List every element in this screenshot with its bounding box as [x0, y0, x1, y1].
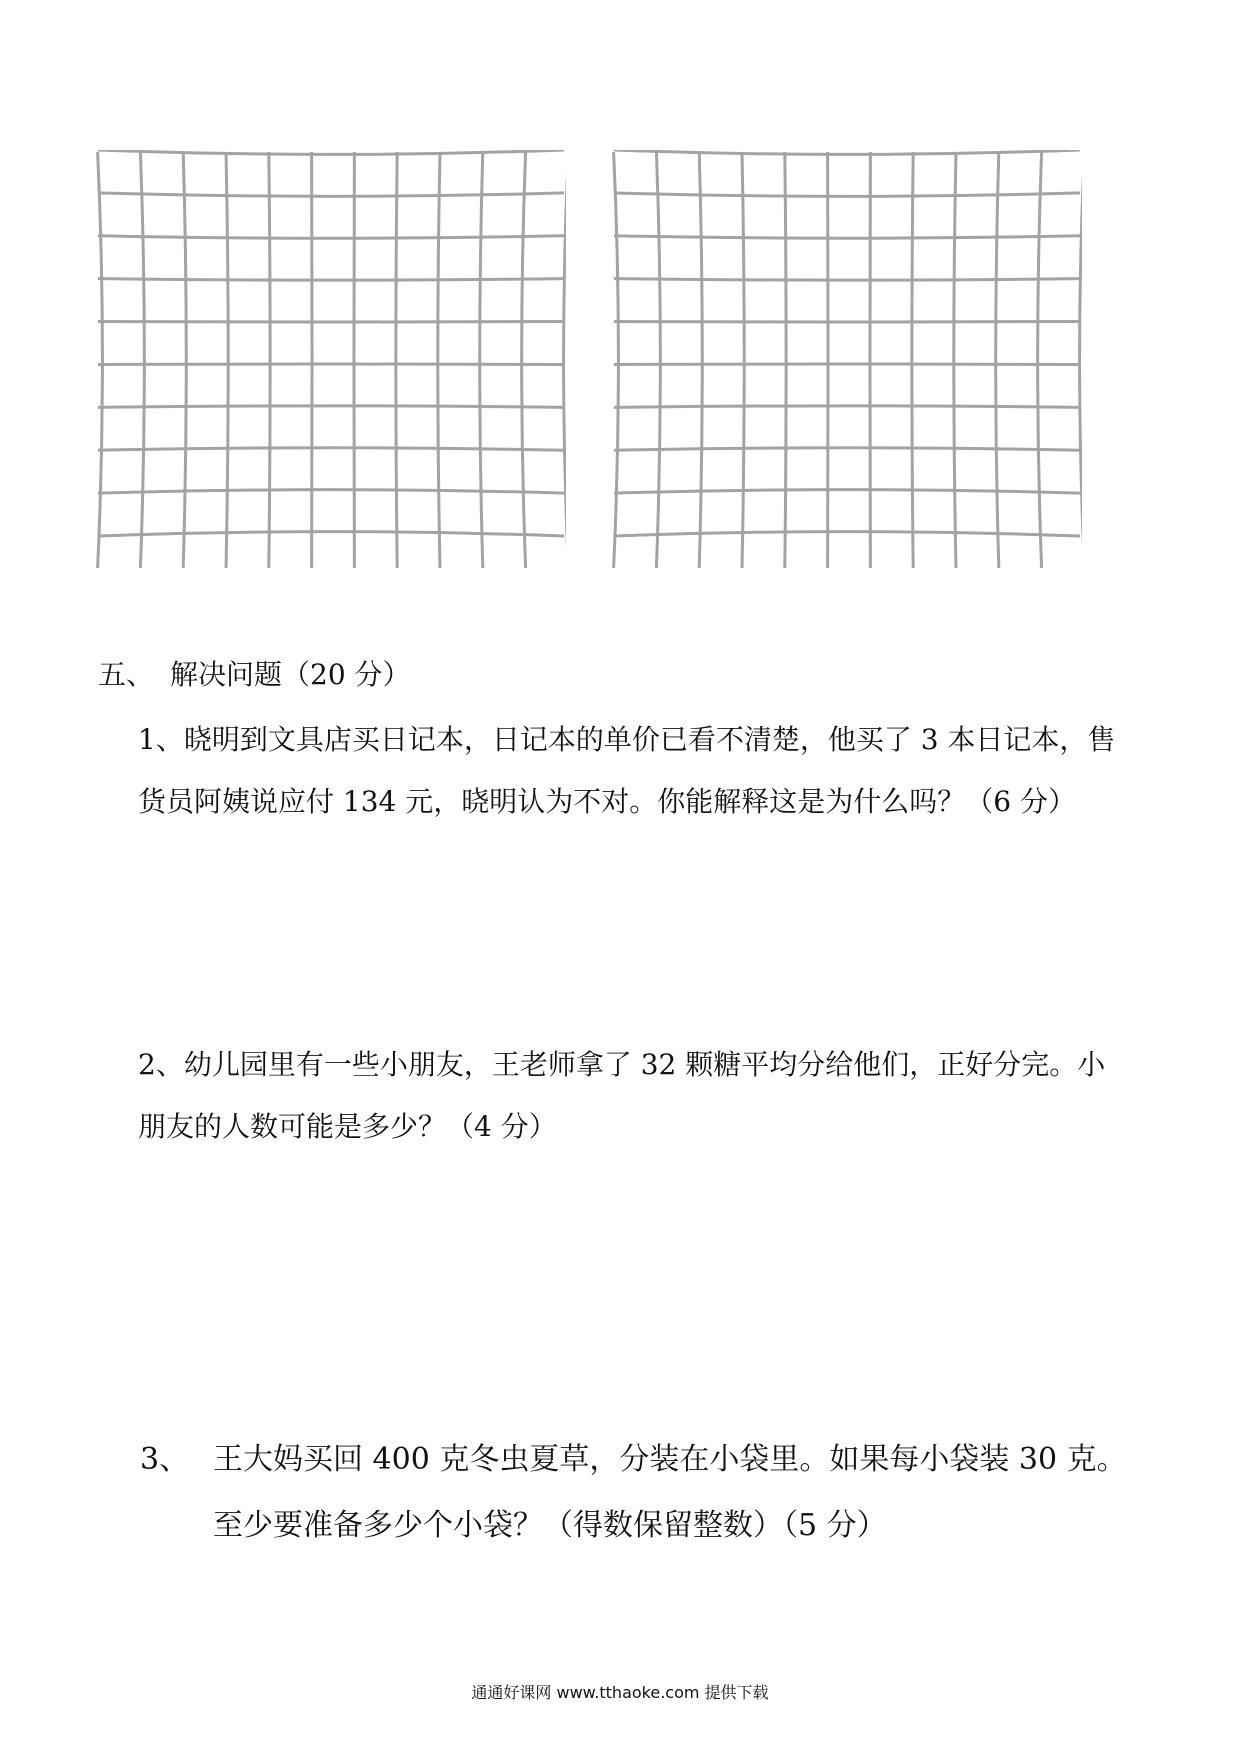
grid-vertical-line [656, 152, 660, 568]
question-2-line-1: 2、幼儿园里有一些小朋友，王老师拿了 32 颗糖平均分给他们，正好分完。小 [138, 1048, 1106, 1081]
grid-vertical-line [183, 152, 186, 568]
grid-vertical-line [699, 152, 702, 568]
grid-horizontal-line [614, 448, 1080, 450]
grid-vertical-line [226, 152, 228, 568]
grid-vertical-line [98, 152, 103, 568]
question-3-line-1: 王大妈买回 400 克冬虫夏草，分装在小袋里。如果每小袋装 30 克。 [213, 1442, 1127, 1477]
grid-vertical-line [912, 152, 913, 568]
grid-vertical-line [614, 152, 619, 568]
grid-horizontal-line [98, 532, 564, 536]
grid-vertical-line [269, 152, 270, 568]
grid-horizontal-line [614, 406, 1080, 407]
grid-left-svg [96, 150, 566, 570]
grid-vertical-line [1080, 152, 1082, 568]
grid-horizontal-line [614, 279, 1080, 280]
grid-horizontal-line [98, 150, 564, 154]
question-3-line-2: 至少要准备多少个小袋？（得数保留整数）（5 分） [213, 1508, 887, 1543]
grid-vertical-line [564, 152, 566, 568]
question-1-line-2: 货员阿姨说应付 134 元，晓明认为不对。你能解释这是为什么吗？（6 分） [138, 785, 1076, 818]
grid-horizontal-line [614, 193, 1080, 196]
grid-horizontal-line [98, 490, 564, 493]
grid-horizontal-line [98, 406, 564, 407]
grid-horizontal-line [98, 193, 564, 196]
grid-vertical-line [996, 152, 999, 568]
grid-horizontal-line [614, 532, 1080, 536]
question-1-line-1: 1、晓明到文具店买日记本，日记本的单价已看不清楚，他买了 3 本日记本，售 [138, 723, 1116, 756]
grid-vertical-line [140, 152, 144, 568]
grid-vertical-line [785, 152, 786, 568]
section-number: 五、 [98, 658, 155, 691]
grid-horizontal-line [98, 279, 564, 280]
grid-vertical-line [954, 152, 956, 568]
grid-right-svg [612, 150, 1082, 570]
footer-credit: 通通好课网 www.tthaoke.com 提供下载 [471, 1683, 769, 1702]
section-title: 解决问题（20 分） [170, 658, 411, 691]
grid-vertical-line [522, 152, 526, 568]
grid-paper-left [96, 150, 566, 570]
grid-horizontal-line [98, 236, 564, 238]
question-2-line-2: 朋友的人数可能是多少？（4 分） [138, 1110, 557, 1143]
grid-vertical-line [480, 152, 483, 568]
question-3-number: 3、 [140, 1442, 190, 1477]
grid-vertical-line [438, 152, 440, 568]
grid-paper-right [612, 150, 1082, 570]
grid-horizontal-line [98, 448, 564, 450]
grid-vertical-line [396, 152, 397, 568]
grid-vertical-line [1038, 152, 1042, 568]
grid-vertical-line [742, 152, 744, 568]
grid-horizontal-line [614, 490, 1080, 493]
grid-horizontal-line [614, 236, 1080, 238]
grid-horizontal-line [614, 150, 1080, 154]
section-heading [98, 655, 411, 695]
